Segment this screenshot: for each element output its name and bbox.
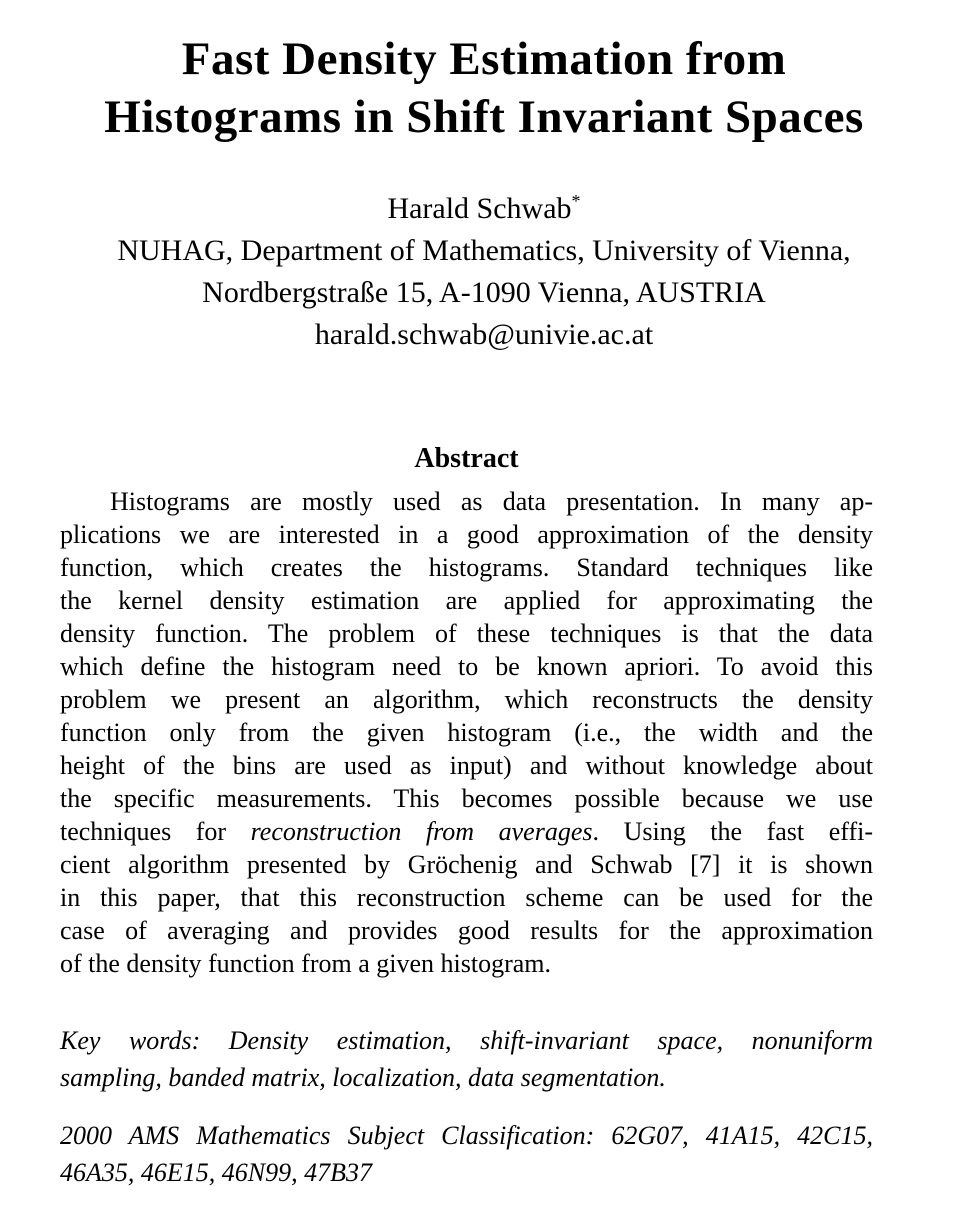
abstract-line-segment: . Using the fast effi- bbox=[592, 817, 873, 846]
abstract-line bbox=[60, 683, 873, 716]
abstract-line-segment: of the density function from a given histogram. bbox=[60, 949, 552, 978]
author-block bbox=[0, 188, 968, 356]
classification-paragraph bbox=[60, 1117, 873, 1191]
text-block bbox=[60, 442, 873, 1191]
keywords-line bbox=[60, 1022, 873, 1059]
abstract-line-segment: problem we present an algorithm, which reconstructs the density bbox=[60, 685, 873, 714]
author-email: harald.schwab@univie.ac.at bbox=[314, 318, 654, 351]
author-name-text: Harald Schwab bbox=[387, 192, 572, 225]
classification-line-segment: 2000 AMS Mathematics Subject Classification: 62G07, 41A15, 42C15, bbox=[60, 1121, 873, 1150]
abstract-line bbox=[60, 947, 873, 980]
abstract-line bbox=[60, 617, 873, 650]
abstract-line bbox=[60, 551, 873, 584]
abstract-line bbox=[60, 914, 873, 947]
abstract-line bbox=[60, 749, 873, 782]
abstract-line-segment: density function. The problem of these techniques is that the data bbox=[60, 619, 873, 648]
abstract-line bbox=[60, 716, 873, 749]
abstract-line-segment: function only from the given histogram (i.e., the width and the bbox=[60, 718, 873, 747]
abstract-line-segment: the specific measurements. This becomes possible because we use bbox=[60, 784, 873, 813]
abstract-line-segment: in this paper, that this reconstruction scheme can be used for the bbox=[60, 883, 873, 912]
abstract-line bbox=[60, 518, 873, 551]
keywords-line-segment: sampling, banded matrix, localization, data segmentation. bbox=[60, 1063, 666, 1092]
abstract-line-segment: techniques for bbox=[60, 817, 251, 846]
abstract-line bbox=[60, 650, 873, 683]
abstract-line bbox=[60, 881, 873, 914]
abstract-line-italic-segment: reconstruction from averages bbox=[250, 817, 593, 846]
abstract-line-segment: function, which creates the histograms. Standard techniques like bbox=[60, 553, 873, 582]
abstract-line-segment: which define the histogram need to be known apriori. To avoid this bbox=[60, 652, 873, 681]
abstract-line bbox=[60, 848, 873, 881]
keywords-paragraph bbox=[60, 1022, 873, 1096]
abstract-line bbox=[60, 815, 873, 848]
classification-line-segment: 46A35, 46E15, 46N99, 47B37 bbox=[60, 1158, 372, 1187]
abstract-line-segment: case of averaging and provides good results for the approximation bbox=[60, 916, 873, 945]
abstract-line-segment: Histograms are mostly used as data presentation. In many ap- bbox=[110, 487, 873, 516]
classification-line bbox=[60, 1117, 873, 1154]
abstract-line-segment: plications we are interested in a good approximation of the density bbox=[60, 520, 873, 549]
abstract-heading: Abstract bbox=[414, 443, 519, 474]
classification-line bbox=[60, 1154, 873, 1191]
abstract-body bbox=[60, 485, 873, 980]
affiliation-line-2: Nordbergstraße 15, A-1090 Vienna, AUSTRIA bbox=[202, 276, 766, 309]
title-line-2: Histograms in Shift Invariant Spaces bbox=[104, 91, 864, 143]
abstract-line bbox=[60, 485, 873, 518]
abstract-line-segment: cient algorithm presented by Gröchenig and Schwab [7] it is shown bbox=[60, 850, 873, 879]
keywords-line bbox=[60, 1059, 873, 1096]
affiliation-line-1: NUHAG, Department of Mathematics, University of Vienna, bbox=[117, 234, 851, 267]
abstract-line-segment: the kernel density estimation are applied for approximating the bbox=[60, 586, 873, 615]
author-footnote-mark: * bbox=[571, 191, 581, 211]
paper-title bbox=[0, 0, 968, 146]
author-name bbox=[0, 188, 968, 230]
abstract-line bbox=[60, 584, 873, 617]
keywords-line-segment: Key words: Density estimation, shift-invariant space, nonuniform bbox=[60, 1026, 873, 1055]
abstract-line bbox=[60, 782, 873, 815]
title-line-1: Fast Density Estimation from bbox=[181, 33, 787, 85]
abstract-line-segment: height of the bins are used as input) and without knowledge about bbox=[60, 751, 873, 780]
